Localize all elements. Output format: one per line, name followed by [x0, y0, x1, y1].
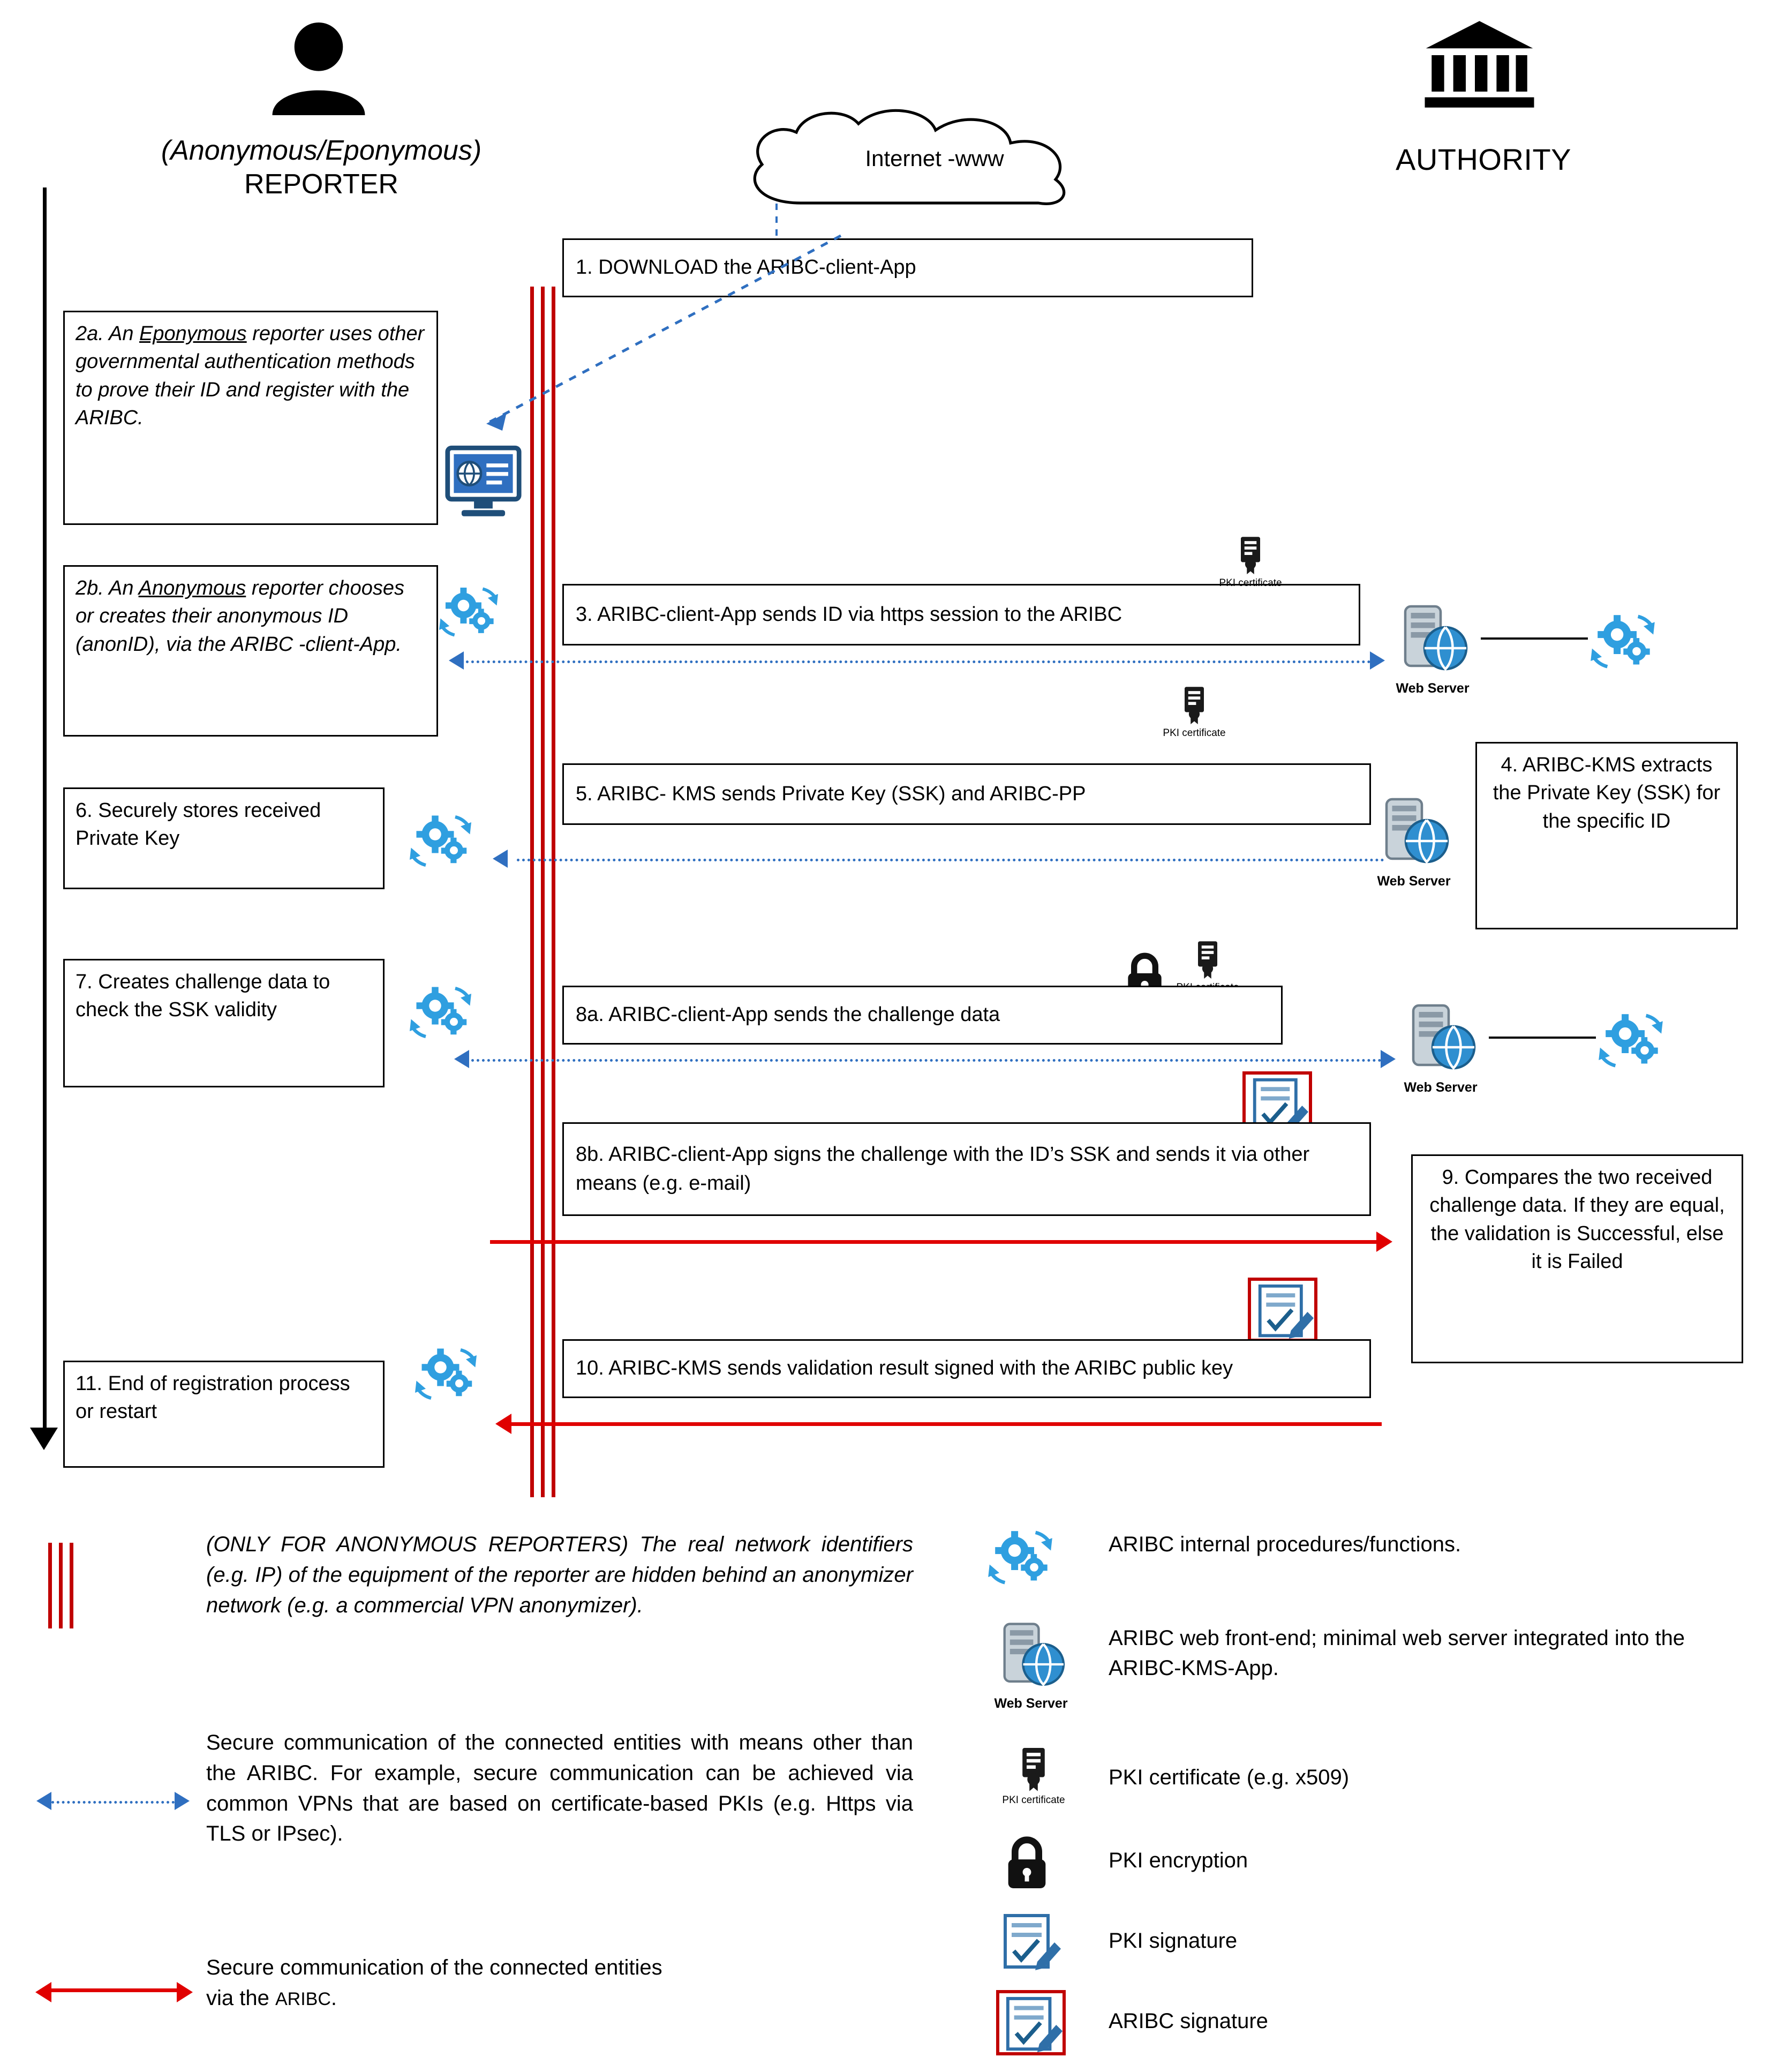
step-5-label: 5. ARIBC- KMS sends Private Key (SSK) and ARIBC-PP — [576, 782, 1086, 805]
step-8b-red-arrowhead — [1376, 1232, 1392, 1252]
step-2b-post: reporter chooses or creates their anonymous ID (anonID), via the ARIBC -client-App. — [76, 577, 404, 656]
legend-secure-aribc-line2-small: ARIBC — [275, 1988, 331, 2009]
aribc-gears-icon-step11 — [412, 1342, 477, 1401]
legend-anonymizer-text: (ONLY FOR ANONYMOUS REPORTERS) The real network identifiers (e.g. IP) of the equipment of the reporter are hidden behind an anonymizer network (e.g. a commercial VPN anonymizer). — [206, 1533, 913, 1617]
legend-secure-other-text: Secure communication of the connected entities with means other than the ARIBC. For example, secure communication can be achieved via common VPNs that are based on certificate-based PKIs (e.g. Https via TLS or IPsec). — [206, 1731, 913, 1846]
web-server-icon-step8a — [1395, 999, 1486, 1095]
step-2b-box — [63, 565, 438, 737]
step-1-dotted-connector — [455, 230, 852, 455]
step-5-arrow-left — [493, 850, 508, 868]
legend-pki-certificate-text: PKI certificate (e.g. x509) — [1109, 1766, 1350, 1789]
step-4-label: 4. ARIBC-KMS extracts the Private Key (SSK) for the specific ID — [1493, 754, 1721, 832]
web-server-icon-step5 — [1368, 793, 1459, 889]
legend-aribc-signature-icon — [996, 1990, 1066, 2055]
pki-certificate-label-step5: PKI certificate — [1163, 727, 1226, 739]
reporter-person-icon — [262, 21, 375, 115]
aribc-gears-icon-step8a — [1596, 1007, 1660, 1066]
legend-pki-signature-icon — [999, 1912, 1063, 1974]
legend-secure-aribc-arrow-left — [35, 1982, 51, 2002]
legend-pki-signature-text: PKI signature — [1109, 1929, 1238, 1953]
legend-pki-certificate-label: PKI certificate — [1002, 1795, 1065, 1806]
legend-anonymizer-bar-3 — [70, 1543, 73, 1628]
legend-aribc-signature-text: ARIBC signature — [1109, 2009, 1268, 2033]
reporter-timeline-arrowhead — [30, 1428, 58, 1450]
legend-anonymizer-bar-2 — [59, 1543, 63, 1628]
legend-secure-aribc-line1: Secure communication of the connected entities — [206, 1956, 662, 1979]
step-2b-pre: 2b. An — [76, 577, 139, 599]
step-8b-red-line — [490, 1240, 1382, 1244]
step-11-label: 11. End of registration process or restart — [76, 1372, 350, 1423]
aribc-signature-icon-step10 — [1248, 1278, 1317, 1342]
legend-secure-other-arrow-right — [175, 1792, 190, 1810]
cloud-down-tick — [760, 204, 793, 246]
legend-pki-encryption-text: PKI encryption — [1109, 1849, 1248, 1872]
step-11-box — [63, 1361, 385, 1468]
step-6-box — [63, 787, 385, 889]
step-8b-box — [562, 1122, 1371, 1216]
step-9-label: 9. Compares the two received challenge data. If they are equal, the validation is Successful, else it is Failed — [1429, 1166, 1725, 1273]
step-7-label: 7. Creates challenge data to check the SSK validity — [76, 971, 330, 1022]
authority-bank-icon — [1422, 19, 1537, 110]
anonymizer-bar-2 — [541, 287, 545, 1497]
reporter-title — [64, 134, 578, 202]
reporter-title-line2: REPORTER — [244, 169, 398, 200]
step-10-box — [562, 1339, 1371, 1398]
aribc-gears-icon-step2b — [436, 581, 501, 640]
step-10-label: 10. ARIBC-KMS sends validation result signed with the ARIBC public key — [576, 1357, 1233, 1380]
step-2a-underlined: Eponymous — [139, 322, 247, 345]
step-3-dotted-line — [461, 660, 1371, 663]
step-4-box — [1475, 742, 1738, 929]
legend-secure-aribc-text — [206, 1953, 913, 2014]
pki-certificate-icon-step5 — [1162, 686, 1226, 739]
step-8b-label: 8b. ARIBC-client-App signs the challenge with the ID’s SSK and sends it via other means (e.g. e-mail) — [576, 1143, 1310, 1195]
web-server-icon-step3 — [1387, 600, 1478, 696]
aribc-gears-icon-step7 — [407, 980, 471, 1039]
anonymizer-bar-3 — [552, 287, 555, 1497]
step-8a-label: 8a. ARIBC-client-App sends the challenge data — [576, 1003, 1000, 1026]
pki-certificate-icon-step3 — [1218, 536, 1283, 589]
reporter-title-line1: (Anonymous/Eponymous) — [161, 135, 482, 166]
web-server-label-step3: Web Server — [1396, 681, 1470, 696]
legend-gears-text: ARIBC internal procedures/functions. — [1109, 1533, 1461, 1556]
legend-secure-aribc-arrow-right — [177, 1982, 193, 2002]
reporter-timeline-line — [43, 187, 47, 1430]
step-10-red-arrowhead — [495, 1414, 511, 1434]
step-2b-underlined: Anonymous — [138, 577, 246, 599]
aribc-gears-icon-step6 — [407, 809, 471, 868]
web-server-label-step5: Web Server — [1377, 874, 1451, 889]
aribc-gears-icon-step3 — [1588, 608, 1652, 667]
legend-secure-other-line — [51, 1801, 175, 1804]
legend-web-server-text: ARIBC web front-end; minimal web server integrated into the ARIBC-KMS-App. — [1109, 1626, 1685, 1680]
government-authentication-pc-icon — [445, 445, 522, 520]
step-3-arrow-right — [1370, 651, 1385, 670]
legend-web-server-label: Web Server — [994, 1696, 1068, 1711]
legend-pki-encryption-icon — [1001, 1835, 1052, 1891]
step-5-dotted-line — [517, 859, 1384, 861]
step-2a-box — [63, 311, 438, 525]
step-8a-server-gears-link — [1489, 1037, 1596, 1039]
step-5-box — [562, 763, 1371, 825]
step-2a-post: reporter uses other governmental authentication methods to prove their ID and register with the ARIBC. — [76, 322, 425, 430]
step-3-box — [562, 584, 1360, 645]
step-9-box — [1411, 1154, 1743, 1363]
legend-pki-certificate-icon — [993, 1746, 1074, 1806]
step-6-label: 6. Securely stores received Private Key — [76, 799, 321, 850]
legend-gears-icon — [985, 1524, 1055, 1588]
step-3-arrow-left — [449, 651, 464, 670]
legend-web-server-icon — [988, 1618, 1074, 1711]
step-2a-pre: 2a. An — [76, 322, 140, 345]
web-server-label-step8a: Web Server — [1404, 1080, 1478, 1095]
pki-certificate-label-step3: PKI certificate — [1219, 577, 1282, 589]
step-7-box — [63, 959, 385, 1087]
step-10-red-line — [511, 1422, 1382, 1426]
internet-cloud-label: Internet -www — [865, 146, 1004, 171]
legend-secure-aribc-line2-post: . — [330, 1986, 337, 2010]
legend-anonymizer-bar-1 — [48, 1543, 52, 1628]
step-3-server-gears-link — [1481, 637, 1588, 640]
step-1-label: 1. DOWNLOAD the ARIBC-client-App — [576, 256, 916, 279]
step-8a-arrow-right — [1381, 1050, 1396, 1068]
legend-secure-aribc-line2-pre: via the — [206, 1986, 275, 2010]
authority-title: AUTHORITY — [1395, 142, 1572, 176]
legend-secure-aribc-line — [51, 1988, 180, 1992]
step-3-label: 3. ARIBC-client-App sends ID via https session to the ARIBC — [576, 603, 1122, 626]
legend-secure-other-arrow-left — [36, 1792, 51, 1810]
anonymizer-bar-1 — [530, 287, 534, 1497]
step-8a-box — [562, 986, 1283, 1045]
step-8a-arrow-left — [454, 1050, 469, 1068]
step-8a-dotted-line — [471, 1059, 1382, 1062]
